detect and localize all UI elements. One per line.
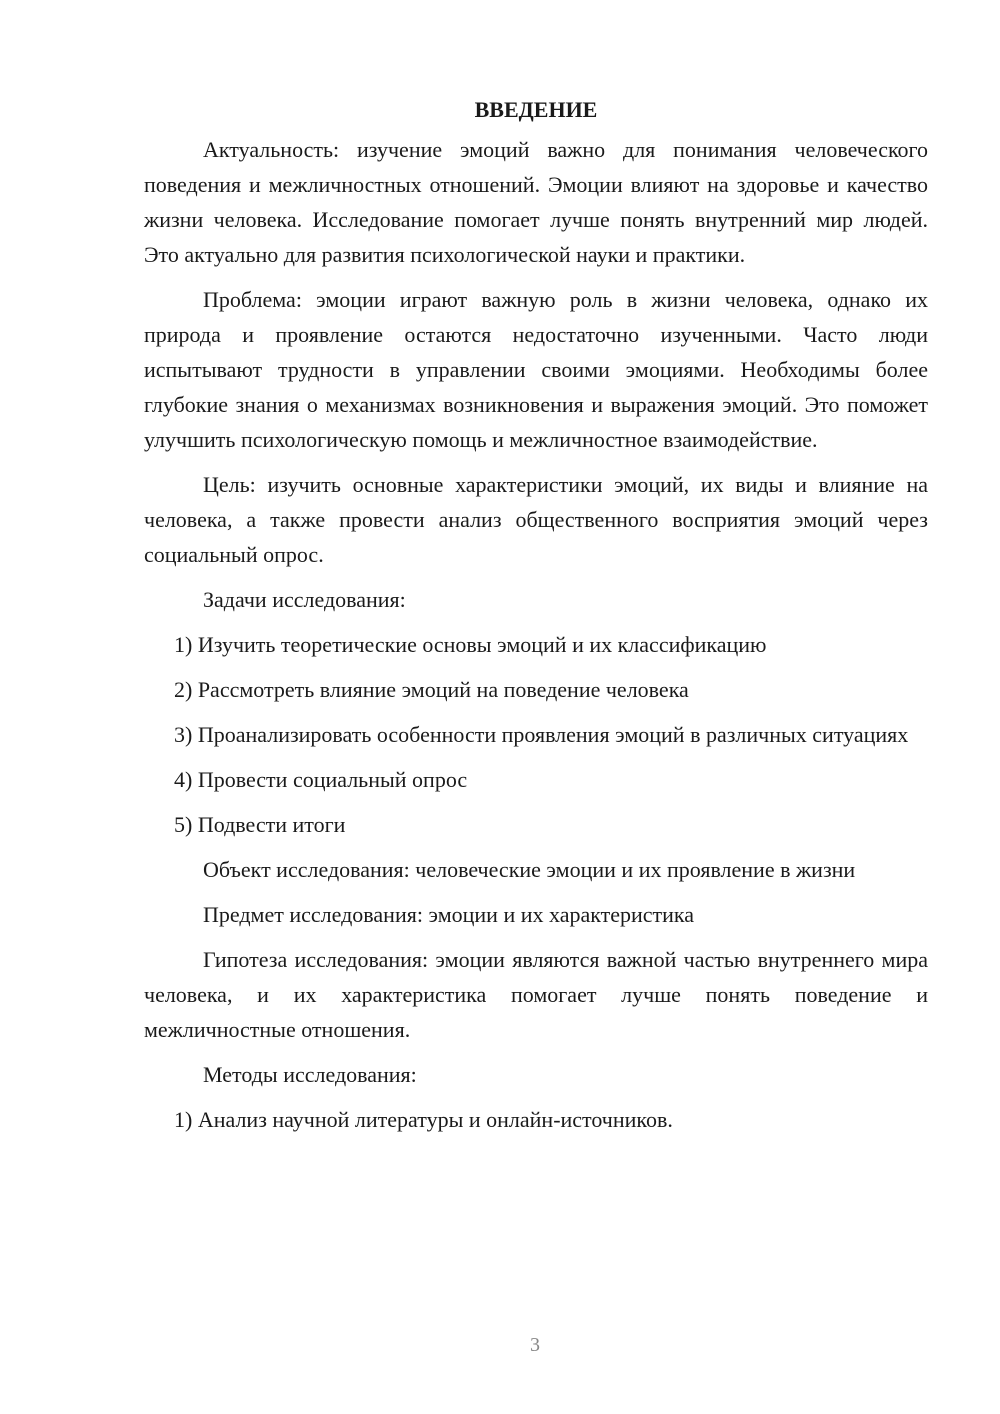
page-title: ВВЕДЕНИЕ — [474, 97, 598, 122]
task-item-4: 4) Провести социальный опрос — [174, 767, 468, 792]
task-item-3: 3) Проанализировать особенности проявления эмоций в различных ситуациях — [174, 722, 909, 747]
methods-heading: Методы исследования: — [203, 1062, 417, 1087]
page-number: 3 — [530, 1334, 540, 1356]
problem-paragraph: Проблема: эмоции играют важную роль в жизни человека, однако их природа и проявление остаются недостаточно изученными. Часто люди испытывают трудности в управлении своими эмоциями. Необходимы более глубокие знания о механизмах возникновения и выражения эмоций. Это поможет улучшить психологическую помощь и межличностное взаимодействие. — [144, 287, 928, 452]
task-item-1: 1) Изучить теоретические основы эмоций и их классификацию — [174, 632, 767, 657]
goal-paragraph: Цель: изучить основные характеристики эмоций, их виды и влияние на человека, а также провести анализ общественного восприятия эмоций через социальный опрос. — [144, 472, 928, 567]
relevance-paragraph: Актуальность: изучение эмоций важно для понимания человеческого поведения и межличностных отношений. Эмоции влияют на здоровье и качество жизни человека. Исследование помогает лучше понять внутренний мир людей. Это актуально для развития психологической науки и практики. — [144, 137, 928, 267]
tasks-heading: Задачи исследования: — [203, 587, 406, 612]
task-item-5: 5) Подвести итоги — [174, 812, 346, 837]
method-item-1: 1) Анализ научной литературы и онлайн-источников. — [174, 1107, 673, 1132]
object-paragraph: Объект исследования: человеческие эмоции и их проявление в жизни — [203, 857, 856, 882]
subject-paragraph: Предмет исследования: эмоции и их характеристика — [203, 902, 695, 927]
page-content — [144, 88, 928, 1147]
hypothesis-paragraph: Гипотеза исследования: эмоции являются важной частью внутреннего мира человека, и их характеристика помогает лучше понять поведение и межличностные отношения. — [144, 947, 928, 1042]
task-item-2: 2) Рассмотреть влияние эмоций на поведение человека — [174, 677, 689, 702]
